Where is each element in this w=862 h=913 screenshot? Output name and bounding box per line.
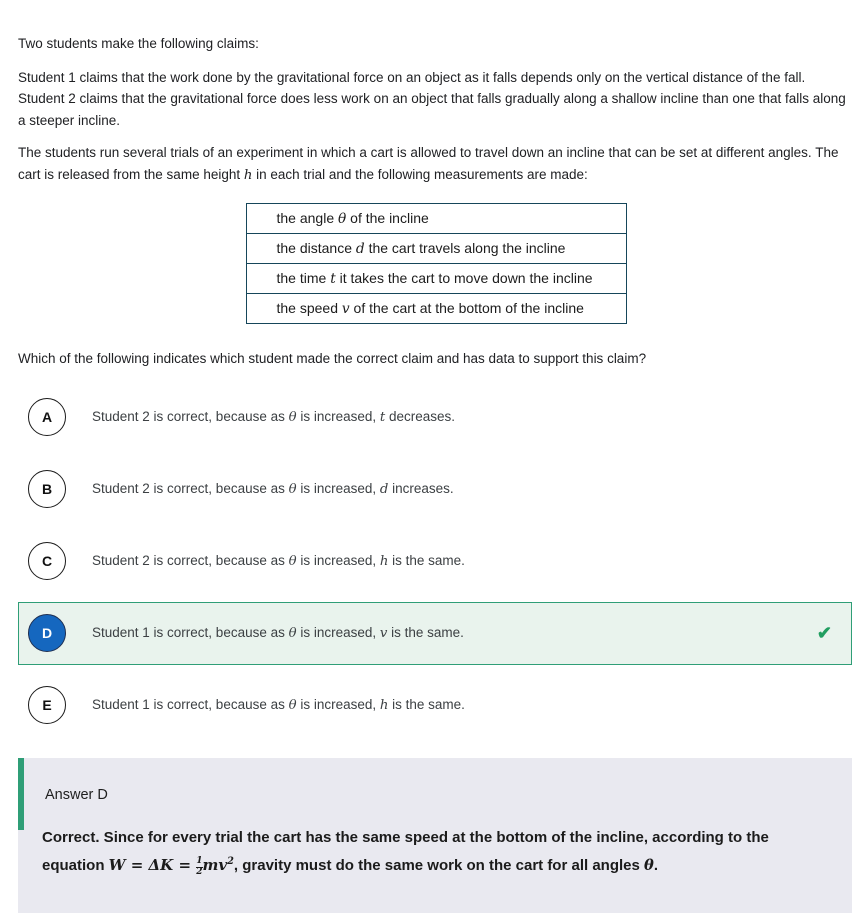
height-variable: h — [379, 554, 389, 569]
measurement-angle — [246, 204, 626, 234]
theta-variable: θ — [288, 410, 297, 425]
experiment-paragraph — [18, 142, 854, 186]
table-row — [246, 204, 626, 234]
option-text-pre: Student 2 is correct, because as — [92, 481, 289, 496]
eq-delta-K: ΔK — [148, 855, 174, 874]
cell-text: the angle — [276, 210, 338, 226]
eq-W: W — [108, 855, 126, 874]
option-text — [92, 553, 465, 569]
speed-variable: v — [379, 626, 388, 641]
time-variable: t — [379, 410, 386, 425]
option-row-c[interactable] — [18, 530, 852, 593]
cell-text: of the incline — [346, 210, 429, 226]
cell-text: the distance — [276, 240, 356, 256]
explanation-text-mid: , gravity must do the same work on the cart for all angles — [233, 856, 645, 874]
table-row — [246, 294, 626, 324]
option-text-post: is the same. — [388, 697, 465, 712]
theta-variable: θ — [288, 626, 297, 641]
option-letter-badge: E — [28, 686, 66, 724]
measurement-speed — [246, 294, 626, 324]
option-text — [92, 409, 455, 425]
theta-variable: θ — [288, 482, 297, 497]
theta-variable: θ — [288, 698, 297, 713]
table-row — [246, 234, 626, 264]
work-energy-equation — [108, 855, 234, 877]
measurement-time — [246, 264, 626, 294]
question-intro: Two students make the following claims: — [18, 36, 259, 51]
option-text-mid: is increased, — [296, 553, 380, 568]
cell-text: the speed — [276, 300, 342, 316]
option-text-pre: Student 1 is correct, because as — [92, 625, 289, 640]
option-text-mid: is increased, — [296, 481, 380, 496]
height-variable: h — [243, 167, 253, 183]
eq-equals: = — [173, 855, 197, 874]
question-prompt: Which of the following indicates which student made the correct claim and has data to support this claim? — [18, 351, 647, 366]
fraction-denominator: 2 — [196, 866, 203, 877]
explanation-text-pre: Correct. Since for every trial the cart has the same speed at the bottom of the incline, according to the equation — [42, 828, 769, 874]
height-variable: h — [379, 698, 389, 713]
theta-variable: θ — [644, 856, 654, 874]
theta-variable: θ — [288, 554, 297, 569]
option-letter-badge: C — [28, 542, 66, 580]
table-row — [246, 264, 626, 294]
eq-exponent: 2 — [227, 855, 234, 867]
answer-options — [18, 386, 854, 737]
explanation-text-post: . — [653, 856, 658, 874]
option-text-mid: is increased, — [296, 409, 380, 424]
option-text-mid: is increased, — [296, 625, 380, 640]
option-letter-badge: D — [28, 614, 66, 652]
option-text-post: is the same. — [388, 553, 465, 568]
option-text-pre: Student 2 is correct, because as — [92, 553, 289, 568]
option-row-b[interactable] — [18, 458, 852, 521]
measurements-table — [246, 203, 627, 324]
experiment-text-pre: The students run several trials of an experiment in which a cart is allowed to travel down an incline that can be set at different angles. The cart is released from the same height — [18, 145, 839, 182]
option-text — [92, 697, 465, 713]
answer-explanation-panel — [18, 758, 852, 913]
option-row-a[interactable] — [18, 386, 852, 449]
answer-label: Answer D — [45, 786, 108, 803]
experiment-text-post: in each trial and the following measurements are made: — [252, 166, 588, 182]
eq-mv: mv — [202, 855, 228, 874]
option-text-pre: Student 1 is correct, because as — [92, 697, 289, 712]
option-text — [92, 625, 464, 641]
answer-accent-bar — [18, 758, 24, 830]
option-row-e[interactable] — [18, 674, 852, 737]
theta-variable: θ — [338, 211, 347, 227]
option-text-post: is the same. — [387, 625, 464, 640]
speed-variable: v — [341, 301, 350, 317]
option-text — [92, 481, 454, 497]
cell-text: of the cart at the bottom of the incline — [349, 300, 584, 316]
option-text-post: increases. — [388, 481, 454, 496]
option-text-mid: is increased, — [296, 697, 380, 712]
measurement-distance — [246, 234, 626, 264]
correct-check-icon: ✔ — [816, 623, 832, 643]
option-text-pre: Student 2 is correct, because as — [92, 409, 289, 424]
claims-paragraph: Student 1 claims that the work done by the gravitational force on an object as it falls depends only on the vertical distance of the fall. Student 2 claims that the gravitational force does less work on an object that falls gradually along a shallow incline than one that falls along a steeper incline. — [18, 69, 846, 128]
cell-text: it takes the cart to move down the incline — [335, 270, 593, 286]
option-row-d-selected[interactable] — [18, 602, 852, 665]
distance-variable: d — [379, 482, 389, 497]
option-letter-badge: A — [28, 398, 66, 436]
distance-variable: d — [355, 241, 365, 257]
cell-text: the time — [276, 270, 331, 286]
option-text-post: decreases. — [385, 409, 455, 424]
fraction-numerator: 1 — [196, 855, 203, 866]
answer-explanation — [42, 826, 800, 878]
time-variable: t — [330, 271, 336, 287]
eq-equals: = — [125, 855, 149, 874]
cell-text: the cart travels along the incline — [364, 240, 566, 256]
option-letter-badge: B — [28, 470, 66, 508]
